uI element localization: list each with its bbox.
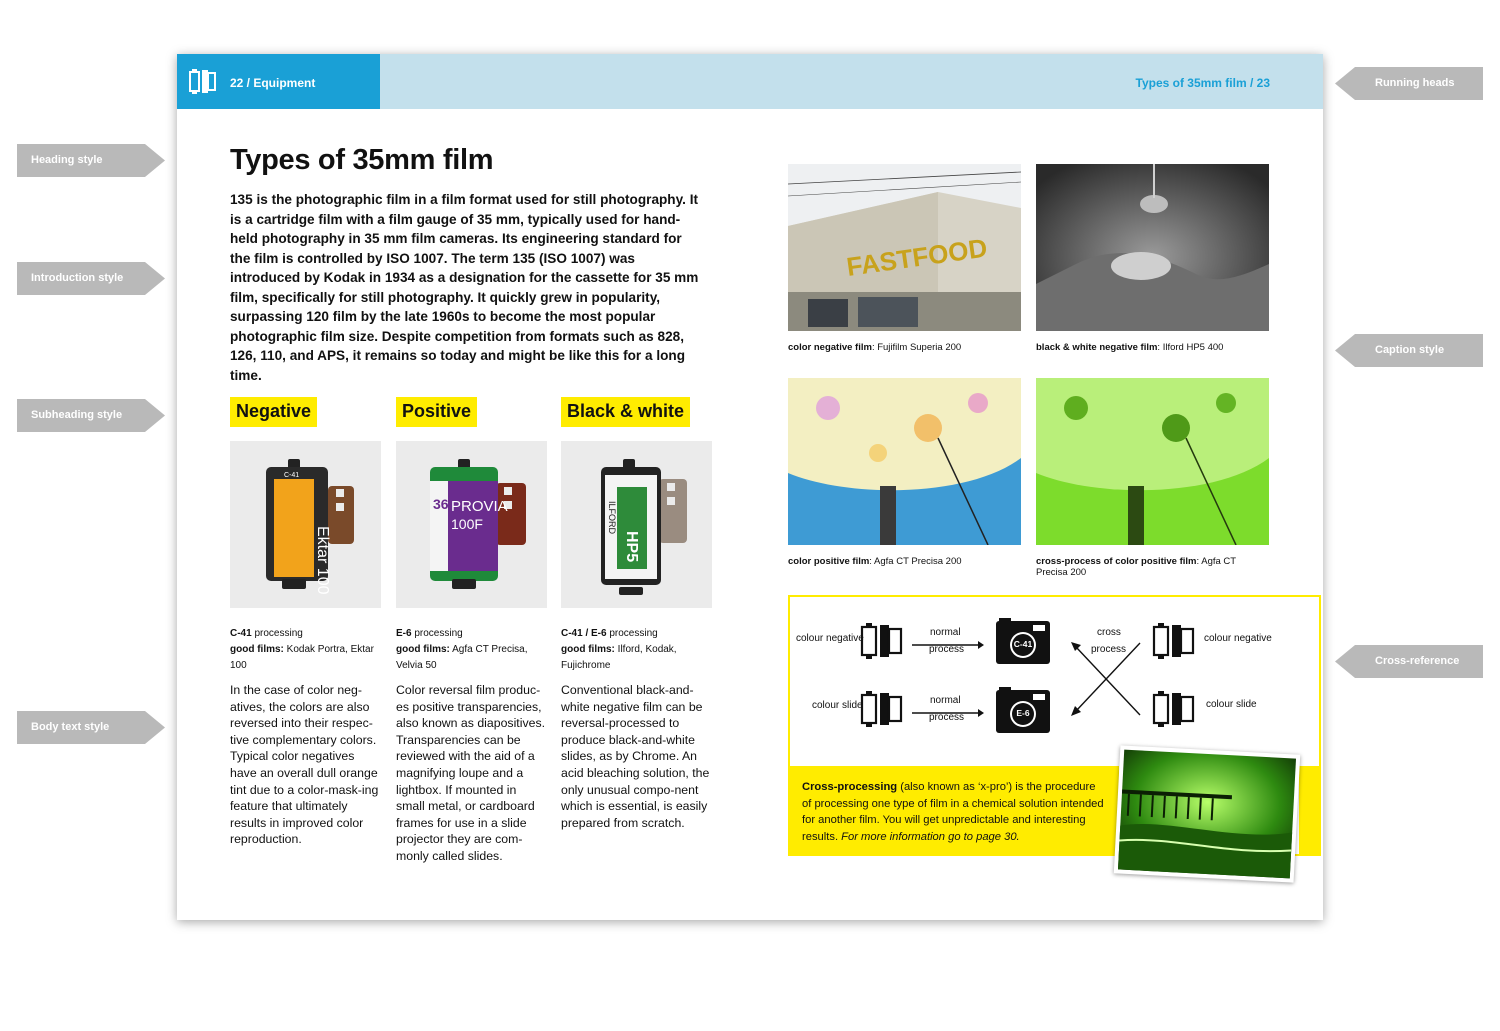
diagram-left-top-label: colour negative: [796, 633, 864, 644]
cross-label-2: process: [1091, 644, 1127, 655]
good-films-list: Ilford, Kodak, Fujichrome: [561, 644, 677, 671]
page-spread: [177, 54, 1323, 920]
film-type-column-negative: [230, 397, 382, 848]
arrow-bottom-label-2: process: [929, 712, 965, 723]
svg-text:ILFORD: ILFORD: [607, 501, 617, 535]
cross-label-1: cross: [1097, 627, 1121, 638]
page-heading: Types of 35mm film: [230, 144, 494, 176]
xref-term: Cross-processing: [802, 781, 898, 793]
caption-bold: color positive film: [788, 556, 870, 567]
annotation-cross-reference: [1335, 645, 1483, 678]
annotation-label: Body text style: [31, 721, 110, 733]
fastfood-sign-text: FASTFOOD: [844, 232, 990, 282]
processing-word: processing: [411, 628, 463, 639]
photo-caption: [1036, 342, 1269, 353]
pier-green-image: [1114, 745, 1300, 882]
annotation-heading-style: [17, 144, 165, 177]
camera-e6-icon: [995, 686, 1051, 734]
processing-code: C-41: [230, 628, 252, 639]
film-canister-icon: [189, 68, 217, 95]
body-text: Color reversal film produc-es positive transparencies, also known as diapositives. Transparencies can be reviewed with the aid of a magnifying loupe and a lightbox. If mounted in small metal, or cardboard frames for use in a slide projector they are com-monly called slides.: [396, 683, 546, 863]
processing-code: C-41 / E-6: [561, 628, 607, 639]
pier-photo: [1114, 745, 1300, 882]
ilford-hp5-canister-icon: [561, 441, 712, 608]
film-type-column-black-white: [561, 397, 713, 831]
svg-text:36: 36: [433, 496, 449, 512]
annotation-body-text-style: [17, 711, 165, 744]
good-films-label: good films:: [561, 644, 615, 655]
umbrella-color-image: [788, 378, 1021, 545]
fastfood-building-image: [788, 164, 1021, 331]
annotation-label: Caption style: [1375, 344, 1445, 356]
running-head-left: 22 / Equipment: [230, 76, 316, 90]
body-text: In the case of color neg-atives, the colors are also reversed into their respec-tive complementary colors. Typical color negatives have an overall dull orange tint due to a color-mask-ing feature that ultimately results in improved color reproduction.: [230, 683, 379, 847]
caption-bold: black & white negative film: [1036, 342, 1158, 353]
caption-text: : Ilford HP5 400: [1157, 342, 1224, 353]
processing-info: [230, 626, 382, 674]
film-canister-icon: [860, 689, 904, 729]
photo-caption: [788, 342, 1021, 353]
film-canister-icon: [1152, 621, 1196, 661]
film-canister-image: [396, 441, 547, 608]
cross-reference-note: [788, 766, 1119, 856]
diagram-right-bottom-label: colour slide: [1206, 699, 1257, 710]
svg-text:PROVIA: PROVIA: [451, 498, 508, 515]
cross-reference-band-right: [1299, 766, 1321, 856]
arrow-bottom-label-1: normal: [930, 695, 961, 706]
running-head-right: Types of 35mm film / 23: [1135, 76, 1270, 90]
annotation-label: Running heads: [1375, 77, 1455, 89]
annotation-subheading-style: [17, 399, 165, 432]
subheading-positive: Positive: [396, 397, 477, 427]
caption-bold: cross-process of color positive film: [1036, 556, 1197, 567]
photo-color-negative: [788, 164, 1021, 353]
fujichrome-provia-canister-icon: [396, 441, 547, 608]
film-canister-image: [561, 441, 712, 608]
body-text: Conventional black-and-white negative film can be reversal-processed to produce black-and-white slides, as by Chrome. An acid bleaching solution, the only unusual compo-nent which is essential, is easily prepared from scratch.: [561, 683, 710, 830]
intro-paragraph: 135 is the photographic film in a film format used for still photography. It is a cartridge film with a film gauge of 35 mm, typically used for hand-held photography in 35 mm film cameras. Its engineering standard for the film is controlled by ISO 1007. The term 135 (ISO 1007) was introduced by Kodak in 1934 as a designation for the cassette for 35 mm film, specifically for still photography. It quickly grew in popularity, surpassing 120 film by the late 1960s to become the most popular photographic film size. Despite competition from formats such as 828, 126, 110, and APS, it remains so today and might be like this for a long time.: [230, 192, 699, 383]
xref-page-link[interactable]: For more information go to page 30.: [841, 830, 1020, 843]
cross-process-diagram: [788, 595, 1321, 766]
annotation-label: Introduction style: [31, 272, 124, 284]
caption-text: : Fujifilm Superia 200: [871, 342, 962, 353]
annotation-running-heads: [1335, 67, 1483, 100]
annotation-label: Subheading style: [31, 409, 123, 421]
photo-color-positive: [788, 378, 1021, 567]
svg-text:C-41: C-41: [284, 472, 300, 479]
processing-word: processing: [606, 628, 658, 639]
processing-info: [396, 626, 548, 674]
camera-c41-icon: [995, 617, 1051, 665]
film-canister-image: [230, 441, 381, 608]
film-canister-icon: [860, 621, 904, 661]
photo-caption: [788, 556, 1021, 567]
caption-text: : Agfa CT Precisa 200: [1036, 556, 1236, 578]
annotation-caption-style: [1335, 334, 1483, 367]
bw-hands-image: [1036, 164, 1269, 331]
diagram-right-top-label: colour negative: [1204, 633, 1272, 644]
cross-arrows-icon: [1068, 639, 1144, 719]
arrow-top-label-2: process: [929, 644, 965, 655]
photo-bw-negative: [1036, 164, 1269, 353]
subheading-negative: Negative: [230, 397, 317, 427]
diagram-left-bottom-label: colour slide: [812, 700, 863, 711]
annotation-label: Cross-reference: [1375, 655, 1460, 667]
film-canister-icon: [1152, 689, 1196, 729]
annotation-label: Heading style: [31, 154, 103, 166]
running-head-left-block: [177, 54, 380, 109]
good-films-list: Kodak Portra, Ektar 100: [230, 644, 374, 671]
processing-info: [561, 626, 713, 674]
good-films-label: good films:: [230, 644, 284, 655]
photo-image: [1036, 378, 1269, 545]
xref-text: (also known as ‘x-pro’) is the procedure of processing one type of film in a chemical solution intended for another film. You will get unpredictable and interesting results.: [802, 781, 1104, 843]
film-type-column-positive: [396, 397, 548, 865]
camera-c41-label: C-41: [1013, 639, 1033, 649]
good-films-list: Agfa CT Precisa, Velvia 50: [396, 644, 528, 671]
arrow-top-label-1: normal: [930, 627, 961, 638]
good-films-label: good films:: [396, 644, 450, 655]
subheading-black-white: Black & white: [561, 397, 690, 427]
svg-text:Ektar 100: Ektar 100: [314, 526, 331, 595]
kodak-ektar-canister-icon: [230, 441, 381, 608]
photo-image: [1036, 164, 1269, 331]
photo-cross-process: [1036, 378, 1269, 578]
camera-e6-label: E-6: [1016, 708, 1030, 718]
svg-text:100F: 100F: [451, 516, 483, 532]
photo-image: [788, 378, 1021, 545]
annotation-introduction-style: [17, 262, 165, 295]
caption-bold: color negative film: [788, 342, 872, 353]
photo-image: [788, 164, 1021, 331]
umbrella-green-image: [1036, 378, 1269, 545]
photo-caption: [1036, 556, 1269, 578]
processing-code: E-6: [396, 628, 412, 639]
processing-word: processing: [251, 628, 303, 639]
svg-text:HP5: HP5: [623, 531, 640, 563]
caption-text: : Agfa CT Precisa 200: [869, 556, 962, 567]
